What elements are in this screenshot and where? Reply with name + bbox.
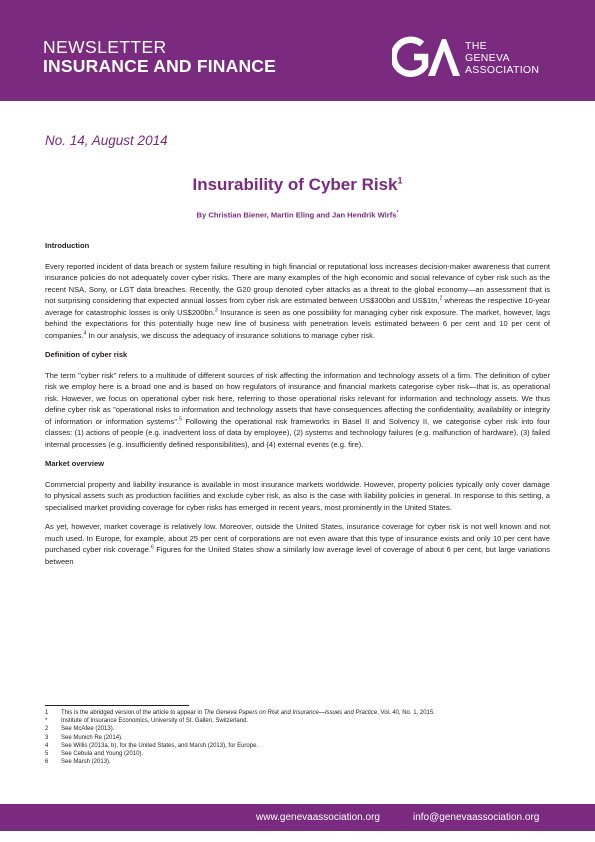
footnote-number: 4 bbox=[45, 742, 49, 749]
footnote bbox=[45, 734, 550, 742]
footnotes bbox=[45, 709, 550, 766]
page-footer bbox=[0, 804, 595, 831]
text-run: Following the operational risk frameworks in Basel II and Solvency II, we categorise cyber risk into four classes: (1) actions of people (e.g. inadvertent loss of data by employee), (2) systems and technology failures (e.g. malfunction of hardware), (3) failed internal processes (e.g. insufficiently defined responsibilities), and (4) external events (e.g. fire). bbox=[45, 416, 550, 449]
footnote-text bbox=[61, 750, 143, 758]
body-paragraph bbox=[45, 521, 550, 567]
newsletter-subject: INSURANCE AND FINANCE bbox=[43, 56, 276, 76]
section-heading: Introduction bbox=[45, 241, 90, 250]
association-name-line: THE bbox=[465, 40, 487, 52]
footnote-mark: 1 bbox=[397, 175, 403, 186]
footnote-number: 2 bbox=[45, 726, 49, 733]
footnote-text bbox=[61, 725, 114, 733]
text-run: In our analysis, we discuss the adequacy of insurance solutions to manage cyber risk. bbox=[86, 330, 375, 340]
text-run: Insurance is seen as one possibility for managing cyber risk exposure. The market, however, lags behind the expectations for this potentially huge new line of business with penetration levels estimated between 6 per cent and 10 per cent of companies. bbox=[45, 307, 550, 340]
article-body bbox=[45, 240, 550, 575]
association-name-line: ASSOCIATION bbox=[465, 64, 540, 76]
footnote bbox=[45, 750, 550, 758]
footnote-number: 5 bbox=[45, 751, 49, 758]
article-title bbox=[0, 175, 595, 195]
footnote-ref: 3 bbox=[214, 306, 218, 313]
body-paragraph bbox=[45, 370, 550, 451]
footnote-ref: 2 bbox=[439, 295, 443, 302]
text-run: See Munich Re (2014). bbox=[61, 734, 123, 741]
text-run: The term "cyber risk" refers to a multitude of different sources of risk affecting the information and technology assets of a firm. The definition of cyber risk we employ here is a broad one and is based on how regulators of insurance and financial markets categorise cyber risk—that is, as operational risk. However, we focus on operational cyber risk here, referring to those operational risks relevant for information and technology assets. We thus define cyber risk as "operational risks to information and technology assets that have consequences affecting the confidentiality, availability or integrity of information or information systems". bbox=[45, 370, 550, 426]
issue-number: No. 14, August 2014 bbox=[45, 133, 168, 148]
footnote-ref: 6 bbox=[150, 544, 154, 551]
footnote-number: 1 bbox=[45, 710, 49, 716]
footnote bbox=[45, 758, 550, 766]
footnote-number: 6 bbox=[45, 759, 49, 766]
authors-text: By Christian Biener, Martin Eling and Jan Hendrik Wirfs bbox=[196, 210, 397, 220]
email-link[interactable]: info@genevaassociation.org bbox=[413, 812, 540, 823]
newsletter-title bbox=[43, 38, 276, 76]
footnote-number: 3 bbox=[45, 734, 49, 741]
footnote-ref: 4 bbox=[83, 329, 87, 336]
footnote-mark: * bbox=[396, 210, 399, 216]
newsletter-label: NEWSLETTER bbox=[43, 37, 167, 57]
text-run: This is the abridged version of the article to appear in bbox=[61, 710, 204, 716]
text-run: Commercial property and liability insurance is available in most insurance markets worldwide. However, property policies typically only cover damage to physical assets such as production facilities and exclude cyber risk, as also is the case with liability policies in general. In response to this setting, a specialised market providing coverage for cyber risks has emerged in recent years, most prominently in the United States. bbox=[45, 479, 550, 512]
association-name-line: GENEVA bbox=[465, 52, 510, 64]
footnote-text bbox=[61, 758, 111, 766]
footnote-divider bbox=[45, 705, 189, 706]
footnote-text bbox=[61, 717, 248, 725]
footnote bbox=[45, 742, 550, 750]
text-run: Every reported incident of data breach or system failure resulting in high financial or reputational loss increases decision-maker awareness that current insurance policies do not adequately cover cyber risks. There are many examples of the high economic and social relevance of cyber risk such as the recent NSA, Sony, or LGT data breaches. Recently, the G20 group denoted cyber attacks as a threat to the global economy—an assessment that is not surprising considering that expected annual losses from cyber risk are estimated between US$300bn and US$1tn, bbox=[45, 261, 550, 305]
ga-logo-icon bbox=[392, 36, 460, 78]
citation-title: The Geneva Papers on Risk and Insurance—Issues and Practice bbox=[203, 710, 378, 716]
section-heading: Definition of cyber risk bbox=[45, 350, 128, 359]
text-run: , Vol. 40, No. 1, 2015. bbox=[377, 710, 435, 716]
body-paragraph bbox=[45, 261, 550, 342]
text-run: See Willis (2013a, b), for the United States, and Marsh (2013), for Europe. bbox=[61, 742, 259, 749]
footnote-text bbox=[61, 734, 123, 742]
section-heading: Market overview bbox=[45, 459, 105, 468]
article-title-text: Insurability of Cyber Risk bbox=[192, 175, 398, 194]
footnote-number: * bbox=[45, 718, 48, 725]
website-link[interactable]: www.genevaassociation.org bbox=[256, 812, 380, 823]
text-run: See McAfee (2013). bbox=[61, 726, 115, 733]
association-name bbox=[465, 40, 539, 76]
article-authors bbox=[0, 210, 595, 220]
text-run: Institute of Insurance Economics, University of St. Gallen, Switzerland. bbox=[61, 718, 249, 725]
body-paragraph bbox=[45, 479, 550, 514]
footnote bbox=[45, 725, 550, 733]
text-run: whereas the respective 10-year average for catastrophic losses is only US$200bn. bbox=[45, 296, 551, 317]
text-run: See Cebula and Young (2010). bbox=[61, 751, 144, 758]
footnote-text bbox=[61, 709, 435, 717]
footnote-ref: 5 bbox=[179, 415, 182, 422]
newsletter-header bbox=[0, 0, 595, 101]
footnote-text bbox=[61, 742, 258, 750]
text-run: As yet, however, market coverage is relatively low. Moreover, outside the United States, insurance coverage for cyber risk is not well known and not much used. In Europe, for example, about 25 per cent of corporations are not even aware that this type of insurance exists and only 10 per cent have purchased cyber risk coverage. bbox=[45, 522, 550, 554]
footnote bbox=[45, 709, 550, 717]
text-run: See Marsh (2013). bbox=[61, 759, 111, 766]
footnote bbox=[45, 717, 550, 725]
text-run: Figures for the United States show a similarly low average level of coverage of about 6 per cent, but large variations between bbox=[45, 545, 550, 566]
